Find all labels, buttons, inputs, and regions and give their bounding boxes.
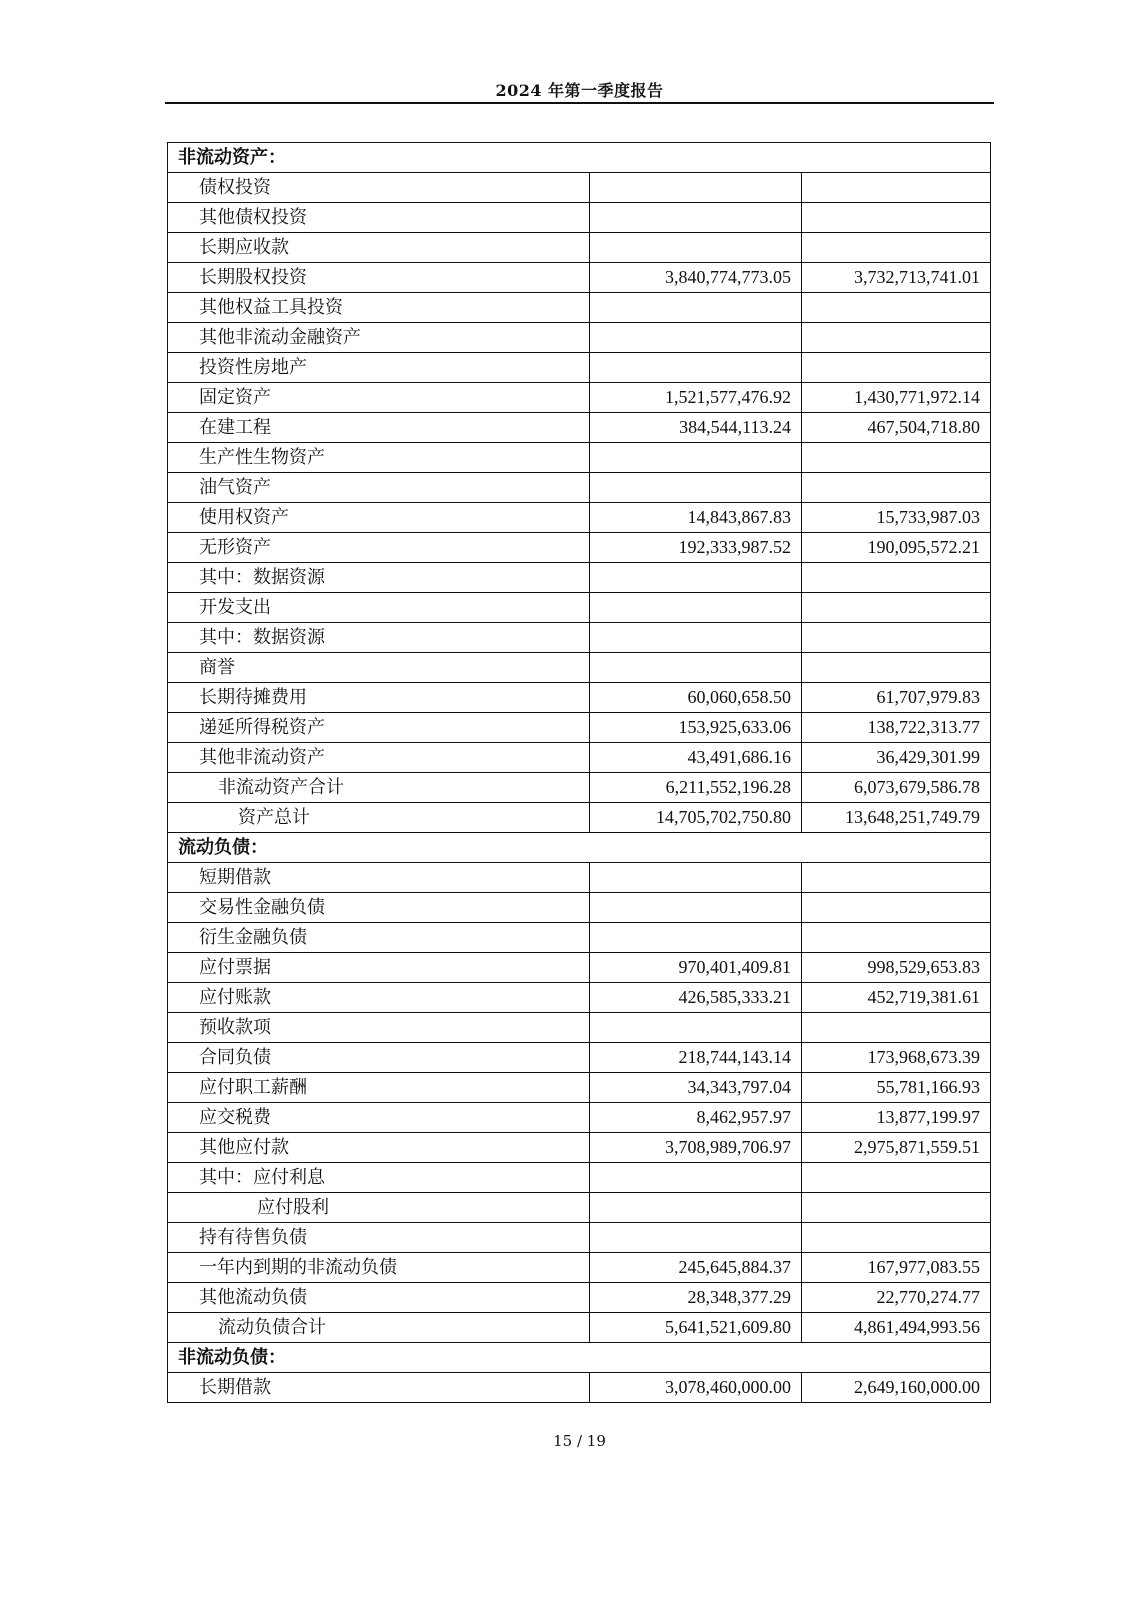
current-period-value: 34,343,797.04: [590, 1073, 802, 1103]
prior-period-value: 173,968,673.39: [802, 1043, 991, 1073]
header-rule: [165, 102, 994, 104]
current-period-value: [590, 473, 802, 503]
section-header-label: 流动负债：: [168, 833, 991, 863]
current-period-value: 384,544,113.24: [590, 413, 802, 443]
table-row: [168, 743, 991, 773]
table-row: [168, 1193, 991, 1223]
table-row: [168, 353, 991, 383]
current-period-value: [590, 1193, 802, 1223]
current-period-value: 426,585,333.21: [590, 983, 802, 1013]
row-label: 长期应收款: [168, 233, 590, 263]
row-label: 在建工程: [168, 413, 590, 443]
current-period-value: [590, 323, 802, 353]
row-label: 短期借款: [168, 863, 590, 893]
table-row: [168, 203, 991, 233]
section-header-row: [168, 1343, 991, 1373]
table-row: [168, 293, 991, 323]
current-period-value: 245,645,884.37: [590, 1253, 802, 1283]
row-label: 其中：数据资源: [168, 623, 590, 653]
current-period-value: [590, 233, 802, 263]
current-period-value: [590, 893, 802, 923]
row-label: 生产性生物资产: [168, 443, 590, 473]
current-period-value: [590, 593, 802, 623]
prior-period-value: [802, 623, 991, 653]
current-period-value: 218,744,143.14: [590, 1043, 802, 1073]
current-period-value: 6,211,552,196.28: [590, 773, 802, 803]
current-period-value: 14,705,702,750.80: [590, 803, 802, 833]
prior-period-value: 452,719,381.61: [802, 983, 991, 1013]
row-label: 长期借款: [168, 1373, 590, 1403]
row-label: 应付股利: [168, 1193, 590, 1223]
table-row: [168, 1373, 991, 1403]
current-period-value: 5,641,521,609.80: [590, 1313, 802, 1343]
row-label: 使用权资产: [168, 503, 590, 533]
prior-period-value: 138,722,313.77: [802, 713, 991, 743]
section-header-label: 非流动资产：: [168, 143, 991, 173]
row-label: 固定资产: [168, 383, 590, 413]
prior-period-value: 61,707,979.83: [802, 683, 991, 713]
row-label: 其他非流动资产: [168, 743, 590, 773]
row-label: 其他债权投资: [168, 203, 590, 233]
row-label: 资产总计: [168, 803, 590, 833]
table-row: [168, 1283, 991, 1313]
table-row: [168, 1013, 991, 1043]
table-row: [168, 893, 991, 923]
current-period-value: 8,462,957.97: [590, 1103, 802, 1133]
current-period-value: 43,491,686.16: [590, 743, 802, 773]
row-label: 油气资产: [168, 473, 590, 503]
table-row: [168, 263, 991, 293]
current-period-value: [590, 353, 802, 383]
balance-sheet-table: [167, 142, 991, 1403]
prior-period-value: [802, 563, 991, 593]
row-label: 投资性房地产: [168, 353, 590, 383]
table-row: [168, 563, 991, 593]
row-label: 递延所得税资产: [168, 713, 590, 743]
table-row: [168, 413, 991, 443]
table-row: [168, 443, 991, 473]
prior-period-value: [802, 173, 991, 203]
current-period-value: [590, 563, 802, 593]
current-period-value: 970,401,409.81: [590, 953, 802, 983]
row-label: 长期待摊费用: [168, 683, 590, 713]
prior-period-value: 1,430,771,972.14: [802, 383, 991, 413]
prior-period-value: 6,073,679,586.78: [802, 773, 991, 803]
page-number: 15 / 19: [553, 1432, 606, 1450]
prior-period-value: [802, 893, 991, 923]
row-label: 其他非流动金融资产: [168, 323, 590, 353]
prior-period-value: 2,649,160,000.00: [802, 1373, 991, 1403]
table-row: [168, 593, 991, 623]
table-row: [168, 953, 991, 983]
row-label: 一年内到期的非流动负债: [168, 1253, 590, 1283]
row-label: 其他应付款: [168, 1133, 590, 1163]
row-label: 其中：应付利息: [168, 1163, 590, 1193]
table-row: [168, 473, 991, 503]
table-row: [168, 623, 991, 653]
row-label: 应付账款: [168, 983, 590, 1013]
prior-period-value: 55,781,166.93: [802, 1073, 991, 1103]
current-period-value: 3,708,989,706.97: [590, 1133, 802, 1163]
row-label: 开发支出: [168, 593, 590, 623]
current-period-value: 153,925,633.06: [590, 713, 802, 743]
row-label: 衍生金融负债: [168, 923, 590, 953]
row-label: 流动负债合计: [168, 1313, 590, 1343]
current-period-value: [590, 173, 802, 203]
prior-period-value: [802, 353, 991, 383]
current-period-value: [590, 1223, 802, 1253]
table-row: [168, 1313, 991, 1343]
current-period-value: [590, 623, 802, 653]
row-label: 非流动资产合计: [168, 773, 590, 803]
current-period-value: [590, 923, 802, 953]
prior-period-value: 998,529,653.83: [802, 953, 991, 983]
row-label: 无形资产: [168, 533, 590, 563]
table-row: [168, 1163, 991, 1193]
prior-period-value: 36,429,301.99: [802, 743, 991, 773]
report-header-title: 2024 年第一季度报告: [495, 81, 664, 100]
table-row: [168, 803, 991, 833]
section-header-row: [168, 143, 991, 173]
current-period-value: [590, 863, 802, 893]
table-row: [168, 863, 991, 893]
table-row: [168, 323, 991, 353]
prior-period-value: 3,732,713,741.01: [802, 263, 991, 293]
current-period-value: [590, 293, 802, 323]
prior-period-value: [802, 593, 991, 623]
row-label: 其中：数据资源: [168, 563, 590, 593]
section-header-row: [168, 833, 991, 863]
prior-period-value: 13,648,251,749.79: [802, 803, 991, 833]
table-row: [168, 1253, 991, 1283]
prior-period-value: [802, 1013, 991, 1043]
row-label: 其他权益工具投资: [168, 293, 590, 323]
current-period-value: 14,843,867.83: [590, 503, 802, 533]
table-row: [168, 1103, 991, 1133]
table-row: [168, 173, 991, 203]
current-period-value: [590, 443, 802, 473]
section-header-label: 非流动负债：: [168, 1343, 991, 1373]
current-period-value: [590, 653, 802, 683]
prior-period-value: [802, 863, 991, 893]
row-label: 债权投资: [168, 173, 590, 203]
prior-period-value: 167,977,083.55: [802, 1253, 991, 1283]
current-period-value: 3,078,460,000.00: [590, 1373, 802, 1403]
prior-period-value: 15,733,987.03: [802, 503, 991, 533]
prior-period-value: [802, 1193, 991, 1223]
balance-sheet-body: [168, 143, 991, 1403]
table-row: [168, 1223, 991, 1253]
prior-period-value: [802, 1223, 991, 1253]
prior-period-value: 22,770,274.77: [802, 1283, 991, 1313]
table-row: [168, 923, 991, 953]
current-period-value: [590, 203, 802, 233]
table-row: [168, 1133, 991, 1163]
table-row: [168, 713, 991, 743]
table-row: [168, 773, 991, 803]
row-label: 应交税费: [168, 1103, 590, 1133]
current-period-value: [590, 1163, 802, 1193]
current-period-value: 60,060,658.50: [590, 683, 802, 713]
prior-period-value: 13,877,199.97: [802, 1103, 991, 1133]
table-row: [168, 383, 991, 413]
prior-period-value: 4,861,494,993.56: [802, 1313, 991, 1343]
prior-period-value: [802, 473, 991, 503]
table-row: [168, 653, 991, 683]
row-label: 应付职工薪酬: [168, 1073, 590, 1103]
prior-period-value: [802, 203, 991, 233]
prior-period-value: 467,504,718.80: [802, 413, 991, 443]
current-period-value: 3,840,774,773.05: [590, 263, 802, 293]
row-label: 长期股权投资: [168, 263, 590, 293]
row-label: 应付票据: [168, 953, 590, 983]
prior-period-value: 190,095,572.21: [802, 533, 991, 563]
row-label: 预收款项: [168, 1013, 590, 1043]
current-period-value: 28,348,377.29: [590, 1283, 802, 1313]
prior-period-value: [802, 323, 991, 353]
prior-period-value: [802, 233, 991, 263]
current-period-value: 192,333,987.52: [590, 533, 802, 563]
prior-period-value: [802, 293, 991, 323]
prior-period-value: 2,975,871,559.51: [802, 1133, 991, 1163]
table-row: [168, 503, 991, 533]
row-label: 持有待售负债: [168, 1223, 590, 1253]
prior-period-value: [802, 1163, 991, 1193]
current-period-value: [590, 1013, 802, 1043]
row-label: 商誉: [168, 653, 590, 683]
prior-period-value: [802, 923, 991, 953]
table-row: [168, 683, 991, 713]
row-label: 其他流动负债: [168, 1283, 590, 1313]
row-label: 合同负债: [168, 1043, 590, 1073]
row-label: 交易性金融负债: [168, 893, 590, 923]
table-row: [168, 233, 991, 263]
table-row: [168, 1043, 991, 1073]
current-period-value: 1,521,577,476.92: [590, 383, 802, 413]
table-row: [168, 533, 991, 563]
table-row: [168, 1073, 991, 1103]
table-row: [168, 983, 991, 1013]
prior-period-value: [802, 443, 991, 473]
prior-period-value: [802, 653, 991, 683]
